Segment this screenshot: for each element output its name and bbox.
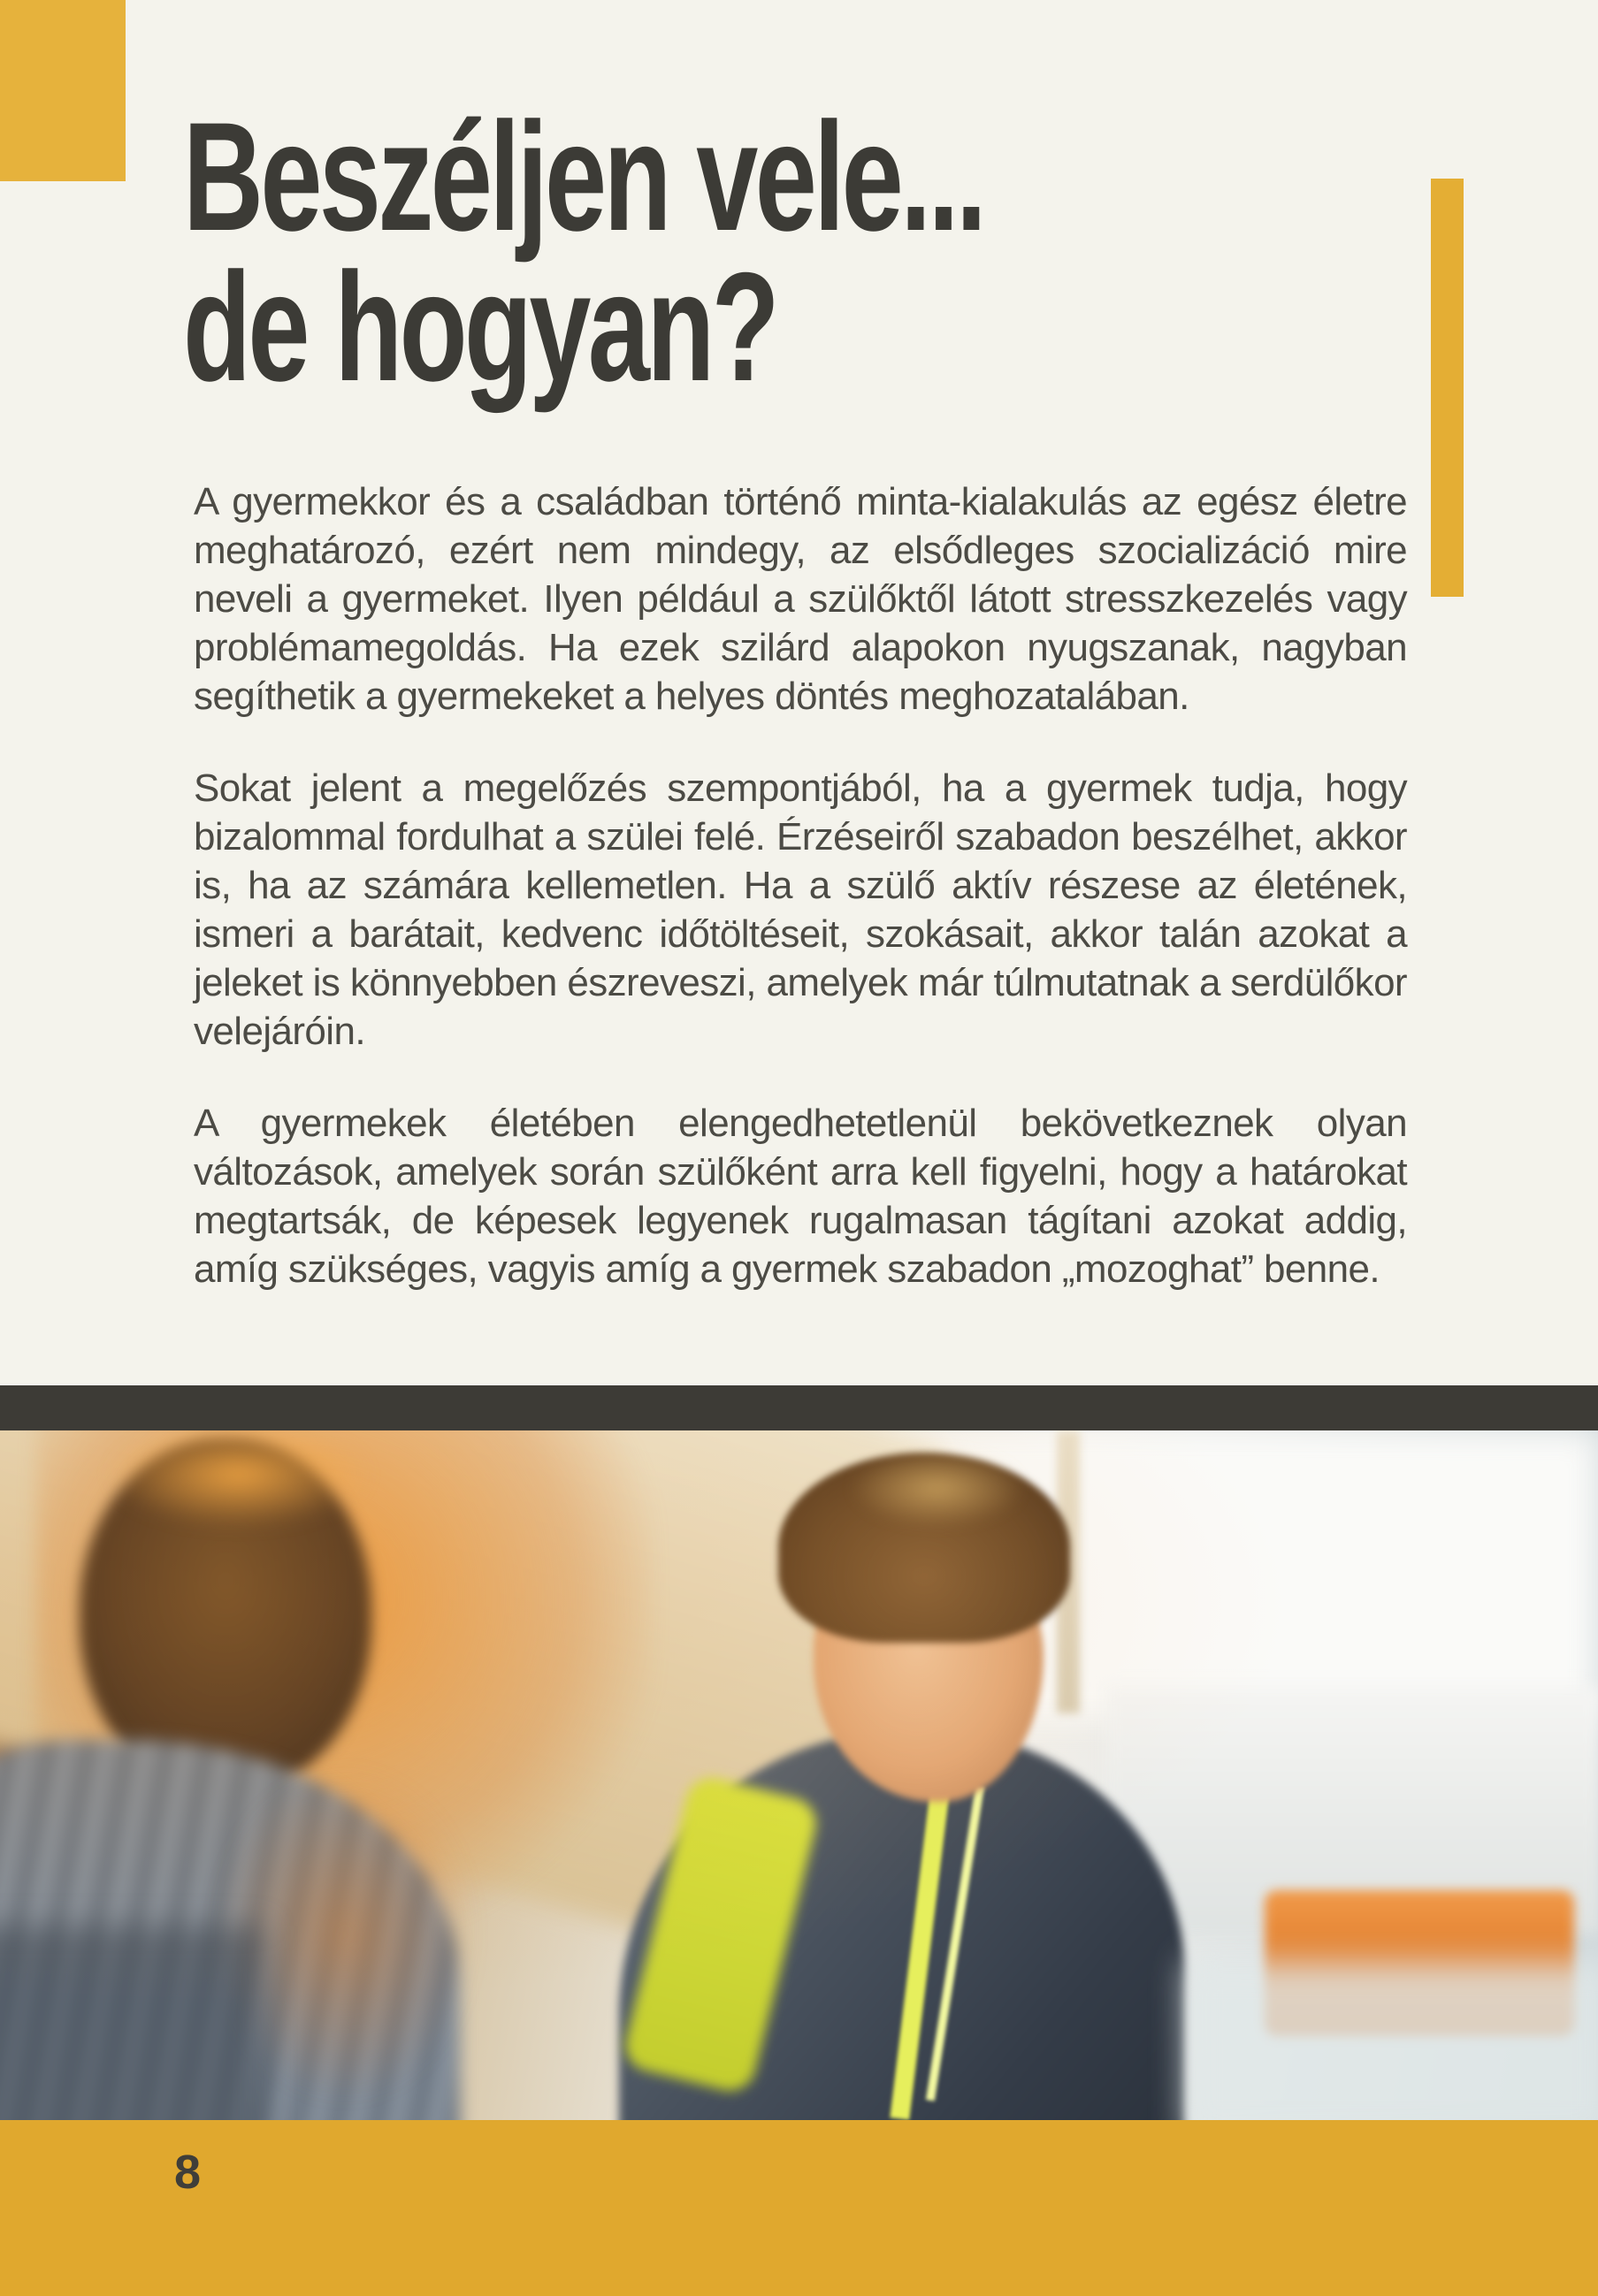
gold-corner-accent xyxy=(0,0,126,181)
paragraph-1: A gyermekkor és a családban történő minta-kialakulás az egész életre meghatározó, ezért nem mindegy, az elsődleges szocializáció mire neveli a gyermeket. Ilyen például a szülőktől látott stresszkezelés vagy problémamegoldás. Ha ezek szilárd alapokon nyugszanak, nagyban segíthetik a gyermekeket a helyes döntés meghozatalában. xyxy=(194,480,1407,718)
gold-side-accent-bar xyxy=(1431,179,1464,597)
photo-layer-warm-vignette xyxy=(0,1430,1598,2120)
paragraph-2: Sokat jelent a megelőzés szempontjából, ha a gyermek tudja, hogy bizalommal fordulhat a szülei felé. Érzéseiről szabadon beszélhet, akkor is, ha az számára kellemetlen. Ha a szülő aktív részese az életének, ismeri a barátait, kedvenc időtöltéseit, szokásait, akkor talán azokat a jeleket is könnyebben észreveszi, amelyek már túlmutatnak a serdülőkor velejáróin. xyxy=(194,767,1407,1053)
page-number: 8 xyxy=(174,2146,202,2199)
body-copy xyxy=(194,477,1407,1337)
photo-father-and-son-outdoors xyxy=(0,1430,1598,2120)
page-title-line-2: de hogyan? xyxy=(183,240,777,414)
paragraph-3: A gyermekek életében elengedhetetlenül bekövetkeznek olyan változások, amelyek során szülőként arra kell figyelni, hogy a határokat megtartsák, de képesek legyenek rugalmasan tágítani azokat addig, amíg szükséges, vagyis amíg a gyermek szabadon „mozoghat” benne. xyxy=(194,1102,1407,1291)
gold-footer-band xyxy=(0,2120,1598,2296)
dark-divider-bar xyxy=(0,1385,1598,1430)
page-title-line-1: Beszéljen vele... xyxy=(183,91,984,263)
page-title xyxy=(183,91,984,414)
